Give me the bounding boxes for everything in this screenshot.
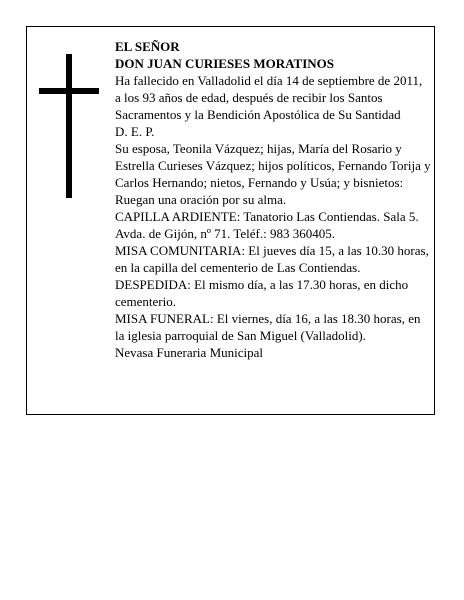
death-announcement: Ha fallecido en Valladolid el día 14 de septiembre de 2011, a los 93 años de edad, después de recibir los Santos Sacramentos y la Bendición Apostólica de Su Santidad <box>115 73 423 122</box>
heading-title: EL SEÑOR <box>115 39 180 54</box>
funeral-home: Nevasa Funeraria Municipal <box>115 345 264 360</box>
cross-vertical-bar <box>66 54 72 198</box>
deceased-name: DON JUAN CURIESES MORATINOS <box>115 56 334 71</box>
rip-abbreviation: D. E. P. <box>115 124 155 139</box>
cross-horizontal-bar <box>39 88 99 94</box>
cross-icon <box>39 54 99 198</box>
farewell-info: DESPEDIDA: El mismo día, a las 17.30 horas, en dicho cementerio. <box>115 277 409 309</box>
obituary-notice <box>26 26 435 415</box>
funeral-mass-info: MISA FUNERAL: El viernes, día 16, a las 18.30 horas, en la iglesia parroquial de San Miguel (Valladolid). <box>115 311 421 343</box>
chapel-info: CAPILLA ARDIENTE: Tanatorio Las Contiendas. Sala 5. Avda. de Gijón, nº 71. Teléf.: 983 360405. <box>115 209 419 241</box>
community-mass-info: MISA COMUNITARIA: El jueves día 15, a las 10.30 horas, en la capilla del cementerio de Las Contiendas. <box>115 243 429 275</box>
prayer-request: Ruegan una oración por su alma. <box>115 192 287 207</box>
family-list: Su esposa, Teonila Vázquez; hijas, María del Rosario y Estrella Curieses Vázquez; hijos políticos, Fernando Torija y Carlos Hernando; nietos, Fernando y Usúa; y bisnietos: <box>115 141 431 190</box>
notice-text <box>115 38 431 361</box>
